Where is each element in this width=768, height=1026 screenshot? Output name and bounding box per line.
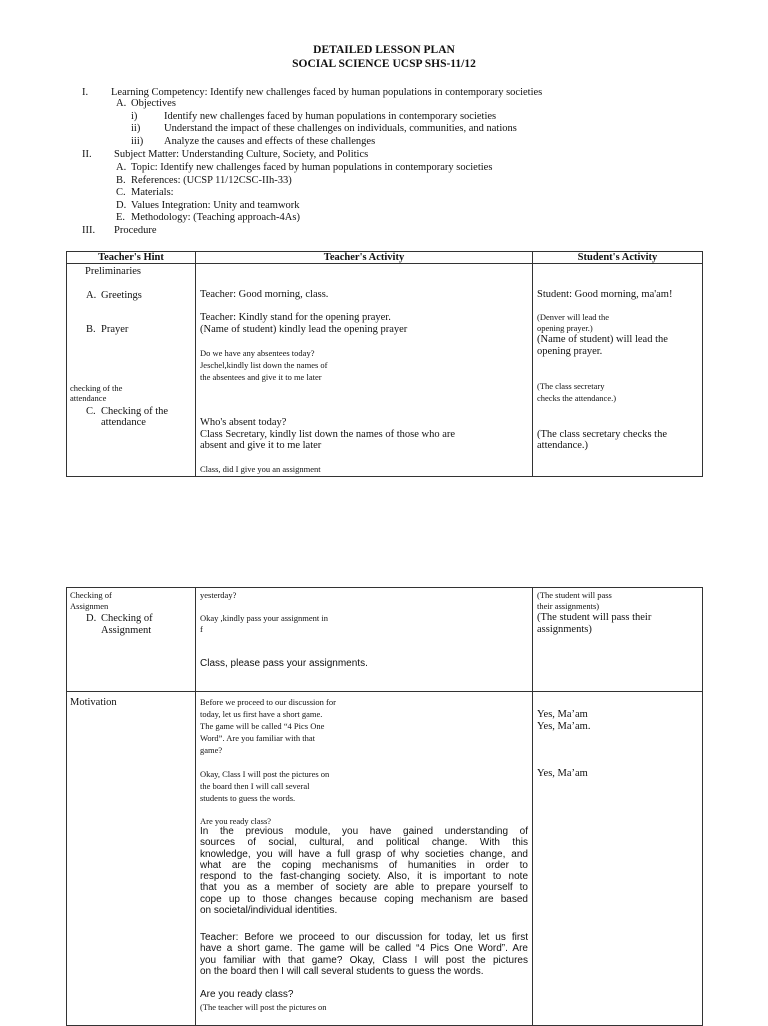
checking-attendance-note: attendance	[70, 393, 107, 403]
student-prayer-note: opening prayer.)	[537, 323, 593, 333]
teacher-motivation: Word”. Are you familiar with that	[200, 733, 315, 743]
item-marker: A.	[116, 162, 127, 173]
teacher-ready-question: Are you ready class?	[200, 989, 294, 1000]
teacher-assignment-question: yesterday?	[200, 590, 237, 600]
checking-attendance-label: Checking of the	[101, 406, 169, 417]
teacher-motivation: today, let us first have a short game.	[200, 709, 323, 719]
paragraph-line: on societal/individual identities.	[200, 905, 338, 917]
item-marker: C.	[116, 187, 126, 198]
greetings-label: Greetings	[101, 290, 142, 301]
learning-competency: Learning Competency: Identify new challenges faced by human populations in contemporary societies	[111, 87, 543, 98]
teachers-hint-cell	[67, 588, 196, 692]
teacher-motivation: students to guess the words.	[200, 793, 296, 803]
teacher-assignment-question: Class, did I give you an assignment	[200, 464, 321, 474]
methodology: Methodology: (Teaching approach-4As)	[131, 212, 300, 223]
students-activity-cell	[533, 692, 703, 1026]
objective-3: Analyze the causes and effects of these challenges	[164, 136, 376, 147]
checking-assignment-label: Checking of	[101, 613, 153, 624]
item-marker: A.	[116, 98, 127, 109]
teacher-attendance: absent and give it to me later	[200, 440, 322, 451]
preliminaries-label: Preliminaries	[85, 266, 141, 277]
materials: Materials:	[131, 187, 174, 198]
teacher-prayer: (Name of student) kindly lead the opening prayer	[200, 324, 408, 335]
checking-assignment-note: Checking of	[70, 590, 112, 600]
paragraph-line: respond to the fast-changing society. Also, it is important to note	[200, 871, 528, 883]
paragraph-line: you familiar with that game? Okay, Class I will post the pictures	[200, 954, 528, 966]
paragraph-line: sources of social, cultural, and political change. With this	[200, 837, 528, 849]
topic: Topic: Identify new challenges faced by human populations in contemporary societies	[131, 162, 493, 173]
item-marker: D.	[86, 613, 97, 624]
student-response: Yes, Ma’am	[537, 768, 588, 779]
teachers-activity-cell	[196, 264, 533, 477]
teacher-attendance: Class Secretary, kindly list down the names of those who are	[200, 429, 456, 440]
item-marker: iii)	[131, 136, 144, 147]
item-marker: B.	[116, 175, 126, 186]
subject-matter: Subject Matter: Understanding Culture, Society, and Politics	[114, 149, 369, 160]
teacher-motivation: Before we proceed to our discussion for	[200, 697, 336, 707]
objectives-heading: Objectives	[131, 98, 176, 109]
teacher-pass-assignment: Okay ,kindly pass your assignment in	[200, 613, 328, 623]
student-secretary: attendance.)	[537, 440, 589, 451]
student-secretary-note: (The class secretary	[537, 381, 605, 391]
header-teachers-hint: Teacher's Hint	[67, 252, 196, 264]
procedure-table-2	[66, 587, 703, 1026]
procedure-heading: Procedure	[114, 225, 157, 236]
students-activity-cell	[533, 588, 703, 692]
prayer-label: Prayer	[101, 324, 129, 335]
paragraph-line: have a short game. The game will be called “4 Pics One Word”. Are	[200, 943, 528, 955]
section-marker: III.	[82, 225, 96, 236]
document-title: DETAILED LESSON PLAN	[313, 44, 455, 56]
motivation-label: Motivation	[70, 697, 117, 708]
paragraph-line: knowledge, you will have a full grasp of why societies change, and	[200, 848, 528, 860]
teachers-hint-cell	[67, 692, 196, 1026]
objective-1: Identify new challenges faced by human populations in contemporary societies	[164, 111, 497, 122]
paragraph-line: Teacher: Before we proceed to our discussion for today, let us first	[200, 932, 528, 943]
checking-attendance-note: checking of the	[70, 383, 123, 393]
student-secretary-note: checks the attendance.)	[537, 393, 617, 403]
item-marker: B.	[86, 324, 96, 335]
checking-assignment-label: Assignment	[101, 625, 152, 636]
teacher-attendance: Who's absent today?	[200, 417, 287, 428]
header-teachers-activity: Teacher's Activity	[196, 252, 533, 264]
teachers-hint-cell	[67, 264, 196, 477]
checking-assignment-note: Assignmen	[70, 601, 109, 611]
item-marker: i)	[131, 111, 138, 122]
item-marker: A.	[86, 290, 97, 301]
values-integration: Values Integration: Unity and teamwork	[131, 200, 300, 211]
teacher-post-pictures: (The teacher will post the pictures on	[200, 1002, 327, 1012]
references: References: (UCSP 11/12CSC-IIh-33)	[131, 175, 292, 186]
student-pass: assignments)	[537, 624, 592, 635]
paragraph-line: that you as a member of society are able to prepare yourself to	[200, 882, 528, 894]
teachers-activity-cell	[196, 588, 533, 692]
document-subtitle: SOCIAL SCIENCE UCSP SHS-11/12	[292, 58, 476, 70]
student-pass: (The student will pass their	[537, 612, 652, 623]
section-marker: II.	[82, 149, 92, 160]
student-response: Yes, Ma’am.	[537, 721, 591, 732]
teacher-absentees: Do we have any absentees today?	[200, 348, 315, 358]
item-marker: C.	[86, 406, 96, 417]
objective-2: Understand the impact of these challenges on individuals, communities, and nations	[164, 123, 517, 134]
teacher-prayer: Teacher: Kindly stand for the opening prayer.	[200, 312, 391, 323]
teachers-activity-cell	[196, 692, 533, 1026]
teacher-motivation: The game will be called “4 Pics One	[200, 721, 325, 731]
student-secretary: (The class secretary checks the	[537, 429, 668, 440]
teacher-motivation: game?	[200, 745, 223, 755]
student-prayer: opening prayer.	[537, 346, 603, 357]
paragraph-line: on the board then I will call several students to guess the words.	[200, 965, 484, 977]
student-response: Yes, Ma’am	[537, 709, 588, 720]
checking-attendance-label: attendance	[101, 417, 146, 428]
section-marker: I.	[82, 87, 89, 98]
teacher-greeting: Teacher: Good morning, class.	[200, 289, 329, 300]
teacher-motivation: Are you ready class?	[200, 816, 272, 826]
student-pass-note: (The student will pass	[537, 590, 612, 600]
item-marker: ii)	[131, 123, 141, 134]
module-recap-paragraph	[200, 826, 528, 916]
teacher-pass-assignment: Class, please pass your assignments.	[200, 658, 368, 669]
item-marker: E.	[116, 212, 126, 223]
header-students-activity: Student's Activity	[533, 252, 703, 264]
teacher-pass-assignment: f	[200, 624, 203, 634]
procedure-table-1	[66, 251, 703, 477]
teacher-motivation: Okay, Class I will post the pictures on	[200, 769, 330, 779]
student-greeting: Student: Good morning, ma'am!	[537, 289, 673, 300]
teacher-game-intro	[200, 932, 528, 977]
paragraph-line: what are the coping mechanisms of humanities in order to	[200, 859, 528, 871]
student-prayer: (Name of student) will lead the	[537, 334, 668, 345]
student-pass-note: their assignments)	[537, 601, 600, 611]
teacher-absentees: the absentees and give it to me later	[200, 372, 322, 382]
paragraph-line: In the previous module, you have gained understanding of	[200, 826, 528, 837]
student-prayer-note: (Denver will lead the	[537, 312, 609, 322]
students-activity-cell	[533, 264, 703, 477]
item-marker: D.	[116, 200, 127, 211]
paragraph-line: cope up to those changes because coping mechanism are based	[200, 893, 528, 905]
teacher-absentees: Jeschel,kindly list down the names of	[200, 360, 328, 370]
teacher-motivation: the board then I will call several	[200, 781, 310, 791]
